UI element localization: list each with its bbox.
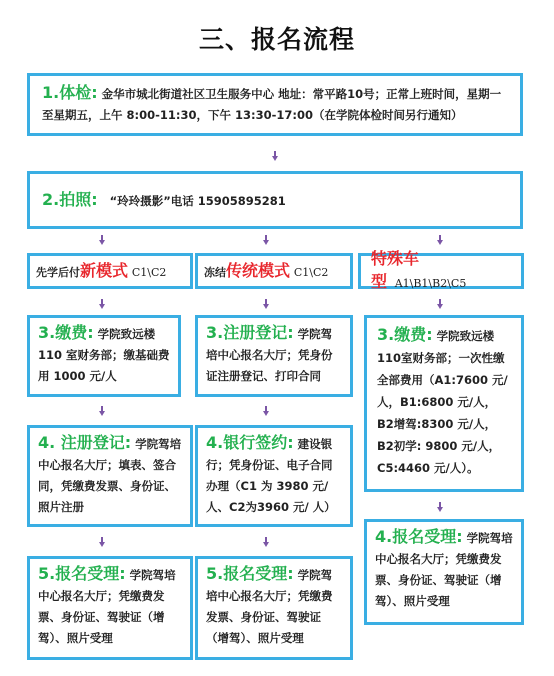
arrow-down <box>263 542 269 547</box>
mode-new: 先学后付新模式 C1\C2 <box>27 253 193 289</box>
page-title: 三、报名流程 <box>198 25 355 54</box>
col2-step3-registration: 3.注册登记: 学院驾培中心报名大厅；凭身份证注册登记、打印合同 <box>195 315 353 397</box>
arrow-down <box>99 240 105 245</box>
col3-step3-payment: 3.缴费: 学院致远楼 110室财务部；一次性缴全部费用（A1:7600 元/人，B1:6800 元/人，B2增驾:8300 元/人，B2初学: 9800 元/人，C5:4460 元/人）。 <box>364 315 524 492</box>
step-text: “玲玲摄影”电话 15905895281 <box>109 193 286 208</box>
arrow-down <box>263 304 269 309</box>
arrow-down <box>263 240 269 245</box>
col1-step4-registration: 4. 注册登记: 学院驾培中心报名大厅；填表、签合同，凭缴费发票、身份证、照片注册 <box>27 425 193 527</box>
arrow-down <box>437 240 443 245</box>
step-text: 金华市城北街道社区卫生服务中心 地址：常平路10号；正常上班时间，星期一至星期五，上午 8:00-11:30，下午 13:30-17:00（在学院体检时间另行通知） <box>42 87 502 122</box>
col1-step3-payment: 3.缴费: 学院致远楼 110 室财务部；缴基础费用 1000 元/人 <box>27 315 181 397</box>
arrow-down <box>437 304 443 309</box>
step-head: 1.体检: <box>42 83 98 102</box>
arrow-down <box>272 156 278 161</box>
arrow-down <box>437 507 443 512</box>
col1-step5-acceptance: 5.报名受理: 学院驾培中心报名大厅；凭缴费发票、身份证、驾驶证（增驾）、照片受理 <box>27 556 193 660</box>
col2-step4-bank: 4.银行签约: 建设银行；凭身份证、电子合同办理（C1 为 3980 元/人、C2为3960 元/ 人） <box>195 425 353 527</box>
step-physical-exam <box>27 73 523 136</box>
col3-step4-acceptance: 4.报名受理: 学院驾培中心报名大厅；凭缴费发票、身份证、驾驶证（增驾）、照片受理 <box>364 519 524 625</box>
col2-step5-acceptance: 5.报名受理: 学院驾培中心报名大厅；凭缴费发票、身份证、驾驶证（增驾）、照片受理 <box>195 556 353 660</box>
arrow-down <box>99 304 105 309</box>
mode-name: 新模式 <box>80 260 129 280</box>
step-photo <box>27 171 523 229</box>
arrow-down <box>263 411 269 416</box>
arrow-down <box>99 411 105 416</box>
step-head: 2.拍照: <box>42 189 98 209</box>
mode-name: 特殊车型 <box>371 249 420 291</box>
mode-name: 传统模式 <box>226 260 291 280</box>
mode-special: 特殊车型 A1\B1\B2\C5 <box>358 253 524 289</box>
mode-traditional: 冻结传统模式 C1\C2 <box>195 253 353 289</box>
arrow-down <box>99 542 105 547</box>
